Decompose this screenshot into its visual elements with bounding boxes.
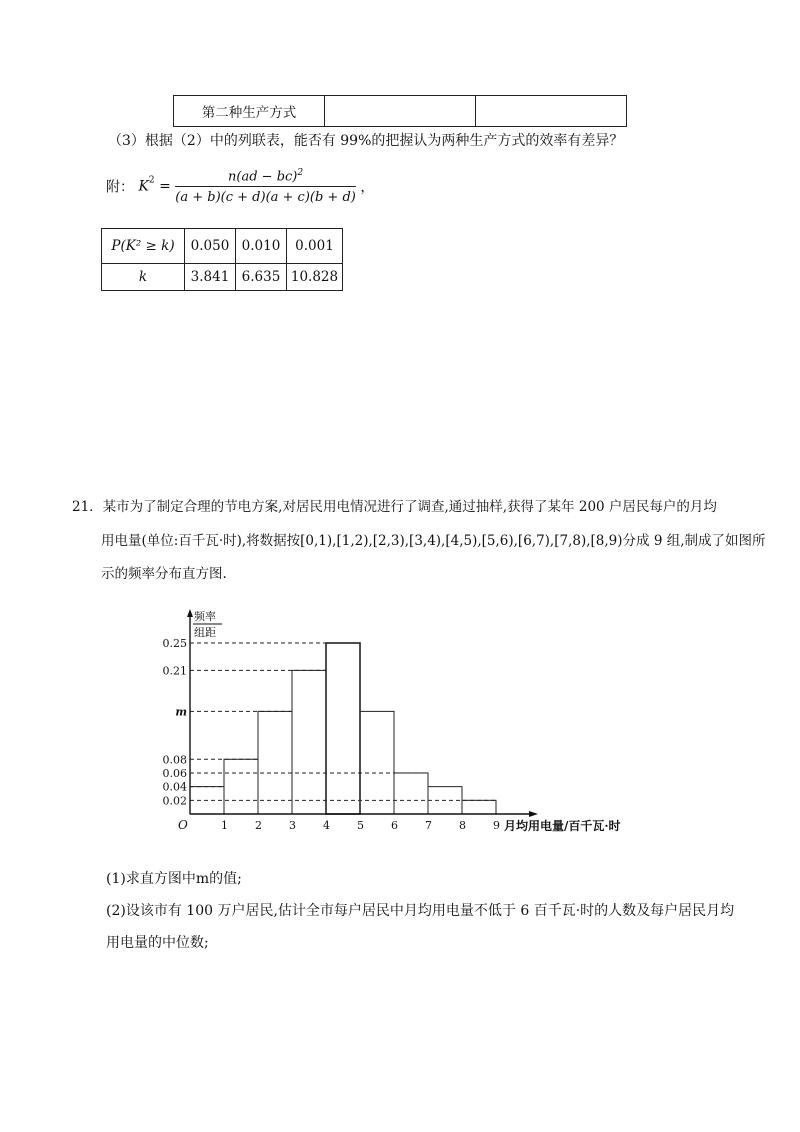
table-row — [174, 96, 627, 127]
y-tick-label: 0.25 — [162, 637, 187, 650]
y-tick-label: 0.04 — [162, 780, 187, 794]
prob-label: P(K² ≥ k) — [102, 229, 185, 264]
question-21-line3: 示的频率分布直方图. — [101, 566, 227, 582]
x-tick-label: 7 — [425, 819, 432, 832]
formula-eq: = — [159, 178, 176, 195]
x-tick-label: 9 — [493, 819, 500, 832]
sub-question-2-line2: 用电量的中位数; — [106, 935, 209, 951]
histogram-bar — [394, 773, 428, 814]
top-table — [173, 95, 627, 127]
table-row — [102, 229, 343, 264]
table-cell — [325, 96, 476, 127]
k-value: 3.841 — [185, 264, 236, 291]
formula-fraction — [175, 168, 356, 205]
y-axis-arrow — [187, 609, 193, 617]
formula-suffix: ， — [360, 179, 375, 196]
formula — [106, 168, 374, 205]
formula-numerator: n(ad − bc)$^2$ — [175, 168, 356, 187]
y-axis-label-bottom: 组距 — [194, 626, 216, 639]
histogram-chart — [150, 605, 650, 835]
histogram-bar — [326, 643, 360, 814]
x-axis-label: 月均用电量/百千瓦·时 — [504, 819, 621, 833]
sub-question-2-line1: (2)设该市有 100 万户居民,估计全市每户居民中月均用电量不低于 6 百千瓦·时的人数及每户居民月均 — [106, 903, 735, 919]
histogram-bar — [462, 800, 496, 814]
y-tick-label: 0.21 — [162, 664, 187, 678]
x-tick-label: 6 — [391, 819, 398, 832]
sub-question-1: (1)求直方图中m的值; — [106, 871, 242, 887]
x-axis-arrow — [529, 811, 538, 817]
x-tick-label: 5 — [357, 819, 364, 832]
table-row-label: 第二种生产方式 — [174, 96, 325, 127]
histogram-bar — [258, 711, 292, 814]
formula-denominator: (a + b)(c + d)(a + c)(b + d) — [175, 190, 356, 206]
origin-label: O — [178, 818, 188, 832]
k-value: 10.828 — [287, 264, 343, 291]
x-tick-label: 3 — [289, 819, 296, 832]
histogram-bar — [224, 759, 258, 814]
formula-lhs-sup: 2 — [148, 175, 155, 186]
formula-lhs: K — [138, 178, 149, 195]
question-number: 21． — [72, 499, 103, 515]
question-21-line2: 用电量(单位:百千瓦·时),将数据按[0,1),[1,2),[2,3),[3,4),[4,5),[5,6),[6,7),[7,8),[8,9)分成 9 组,制成了如图所 — [101, 533, 766, 549]
table-row — [102, 264, 343, 291]
prob-value: 0.010 — [236, 229, 287, 264]
y-tick-label: 0.06 — [162, 766, 187, 780]
prob-value: 0.001 — [287, 229, 343, 264]
x-tick-label: 1 — [221, 819, 228, 832]
k-label: k — [102, 264, 185, 291]
prob-value: 0.050 — [185, 229, 236, 264]
formula-numerator-sup: 2 — [297, 168, 304, 178]
y-tick-label: m — [175, 705, 187, 719]
histogram-bar — [292, 670, 326, 814]
x-tick-label: 4 — [323, 819, 330, 832]
k-value: 6.635 — [236, 264, 287, 291]
x-tick-label: 2 — [255, 819, 262, 832]
y-axis-label-top: 频率 — [194, 610, 216, 623]
table-cell — [476, 96, 627, 127]
formula-prefix: 附： — [106, 179, 134, 196]
x-tick-label: 8 — [459, 819, 466, 832]
y-tick-label: 0.02 — [162, 794, 187, 808]
histogram-bar — [360, 711, 394, 814]
probability-table — [101, 228, 343, 291]
question-3: （3）根据（2）中的列联表，能否有 99%的把握认为两种生产方式的效率有差异？ — [108, 133, 624, 149]
question-21-line1: 21．某市为了制定合理的节电方案,对居民用电情况进行了调查,通过抽样,获得了某年 200 户居民每户的月均 — [72, 499, 717, 515]
y-tick-label: 0.08 — [162, 753, 187, 767]
